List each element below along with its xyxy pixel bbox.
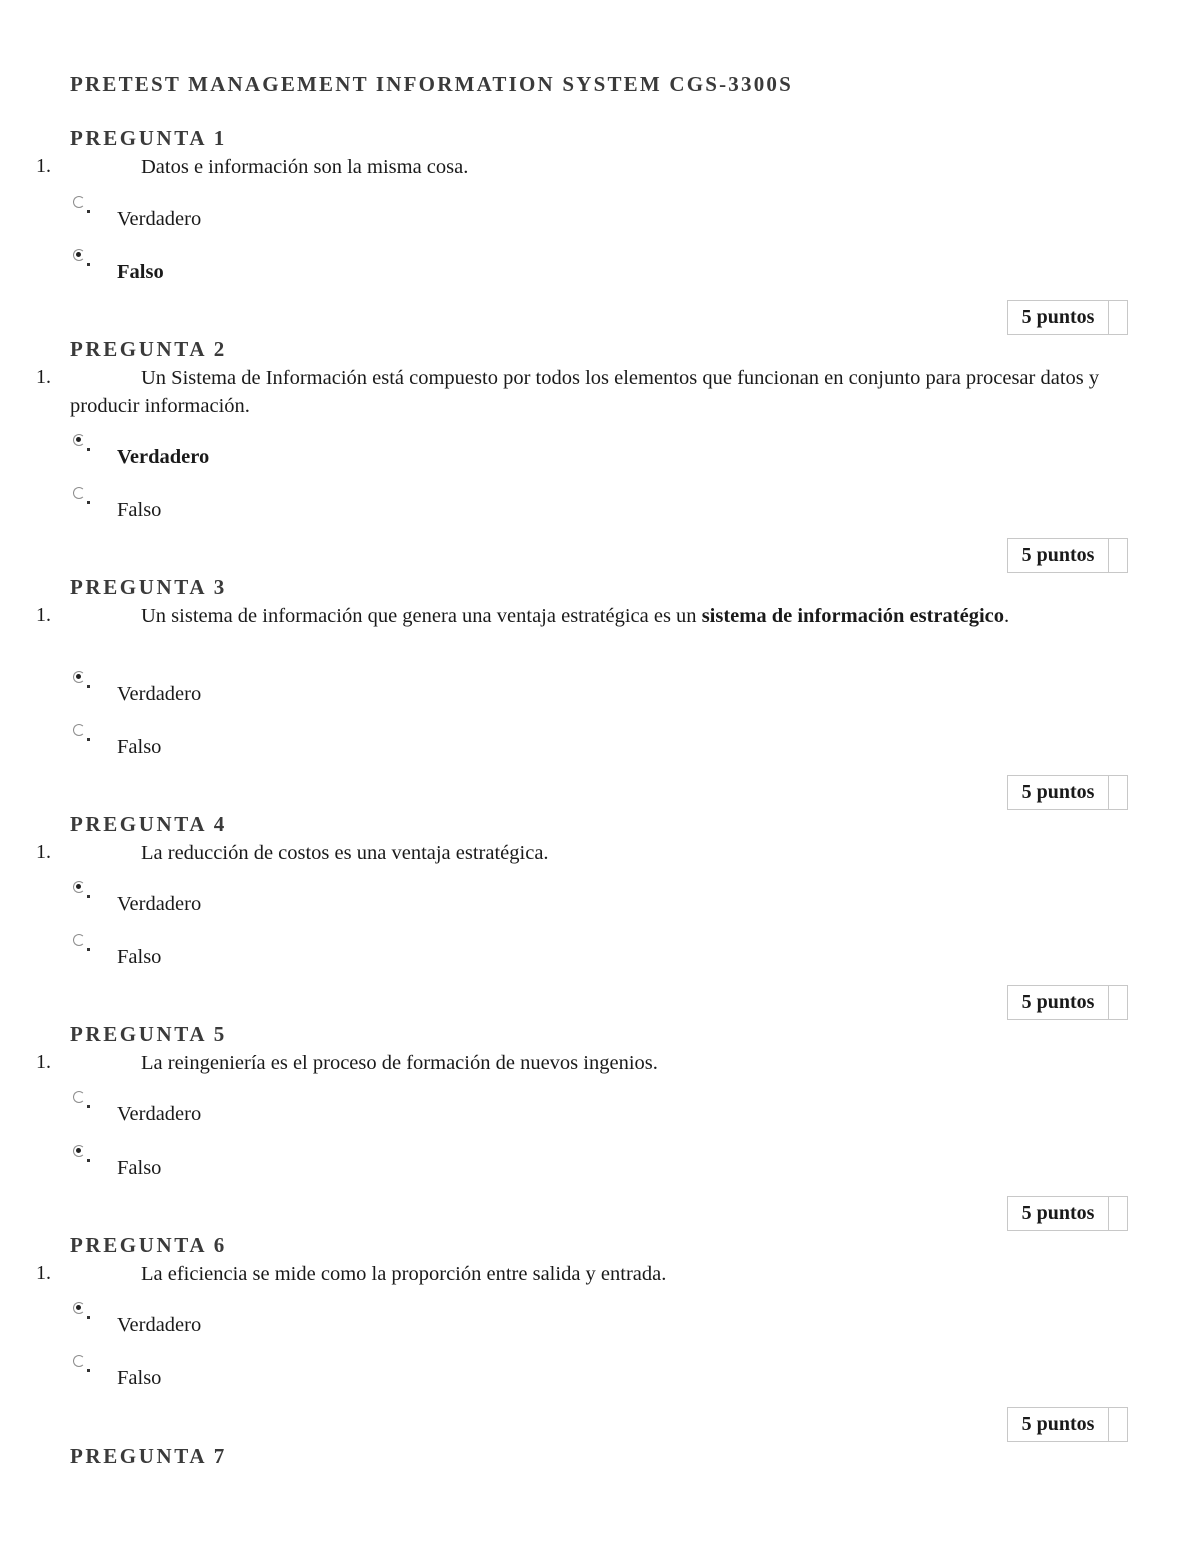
question-1-points-label: 5 puntos (1008, 301, 1109, 334)
question-4-points-label: 5 puntos (1008, 986, 1109, 1019)
question-1-option-verdadero-label[interactable]: Verdadero (117, 208, 202, 230)
question-5-list-marker: 1. (36, 1051, 51, 1073)
question-6-text (70, 1260, 1110, 1288)
question-2-text-part: Un Sistema de Información está compuesto por todos los elementos que funcionan en conjunto para procesar datos y producir información. (70, 367, 1100, 417)
question-3-list-marker: 1. (36, 604, 51, 626)
question-4-points-box (1007, 985, 1128, 1020)
question-6-points-box (1007, 1407, 1128, 1442)
question-1-option-verdadero-radio[interactable] (73, 196, 85, 208)
question-1-text (70, 153, 1110, 181)
question-3-text-emphasis: sistema de información estratégico (701, 605, 1004, 627)
question-2-list-marker: 1. (36, 366, 51, 388)
question-7-header: PREGUNTA 7 (70, 1444, 227, 1468)
question-4-header: PREGUNTA 4 (70, 812, 227, 836)
question-3-text-part: . (1003, 605, 1010, 627)
question-6-header: PREGUNTA 6 (70, 1233, 227, 1257)
question-3-option-falso-radio[interactable] (73, 724, 85, 736)
question-4-list-marker: 1. (36, 841, 51, 863)
question-2-header: PREGUNTA 2 (70, 337, 227, 361)
question-5-text (70, 1049, 1110, 1077)
question-6-option-falso-label[interactable]: Falso (117, 1367, 162, 1389)
question-4-option-falso-radio[interactable] (73, 934, 85, 946)
question-5-points-box (1007, 1196, 1128, 1231)
question-3-text (70, 602, 1110, 630)
question-6-option-verdadero-radio[interactable] (73, 1302, 85, 1314)
question-5-text-part: La reingeniería es el proceso de formación de nuevos ingenios. (141, 1052, 658, 1074)
question-2-points-box (1007, 538, 1128, 573)
question-5-option-falso-label[interactable]: Falso (117, 1157, 162, 1179)
question-4-text (70, 839, 1110, 867)
question-5-option-verdadero-label[interactable]: Verdadero (117, 1103, 202, 1125)
question-4-option-verdadero-radio[interactable] (73, 881, 85, 893)
question-2-text (70, 364, 1110, 420)
question-2-option-verdadero-radio[interactable] (73, 434, 85, 446)
question-4-option-verdadero-label[interactable]: Verdadero (117, 893, 202, 915)
question-6-list-marker: 1. (36, 1262, 51, 1284)
question-1-option-falso-radio[interactable] (73, 249, 85, 261)
question-2-points-label: 5 puntos (1008, 539, 1109, 572)
question-3-option-falso-label[interactable]: Falso (117, 736, 162, 758)
question-3-option-verdadero-label[interactable]: Verdadero (117, 683, 202, 705)
question-2-option-falso-radio[interactable] (73, 487, 85, 499)
question-4-option-falso-label[interactable]: Falso (117, 946, 162, 968)
question-3-points-box (1007, 775, 1128, 810)
question-1-list-marker: 1. (36, 155, 51, 177)
question-3-option-verdadero-radio[interactable] (73, 671, 85, 683)
question-2-option-verdadero-label[interactable]: Verdadero (117, 446, 210, 468)
question-1-text-part: Datos e información son la misma cosa. (141, 156, 469, 178)
question-1-header: PREGUNTA 1 (70, 126, 227, 150)
question-2-option-falso-label[interactable]: Falso (117, 499, 162, 521)
question-4-text-part: La reducción de costos es una ventaja estratégica. (141, 842, 549, 864)
page-title: PRETEST MANAGEMENT INFORMATION SYSTEM CGS-3300S (70, 72, 793, 96)
question-6-text-part: La eficiencia se mide como la proporción entre salida y entrada. (141, 1263, 667, 1285)
question-3-header: PREGUNTA 3 (70, 575, 227, 599)
question-5-header: PREGUNTA 5 (70, 1022, 227, 1046)
question-1-points-box (1007, 300, 1128, 335)
question-6-points-label: 5 puntos (1008, 1408, 1109, 1441)
question-6-option-falso-radio[interactable] (73, 1355, 85, 1367)
question-5-option-falso-radio[interactable] (73, 1145, 85, 1157)
question-3-text-part: Un sistema de información que genera una ventaja estratégica es un (141, 605, 702, 627)
question-5-option-verdadero-radio[interactable] (73, 1091, 85, 1103)
question-5-points-label: 5 puntos (1008, 1197, 1109, 1230)
question-3-points-label: 5 puntos (1008, 776, 1109, 809)
question-6-option-verdadero-label[interactable]: Verdadero (117, 1314, 202, 1336)
question-1-option-falso-label[interactable]: Falso (117, 261, 164, 283)
